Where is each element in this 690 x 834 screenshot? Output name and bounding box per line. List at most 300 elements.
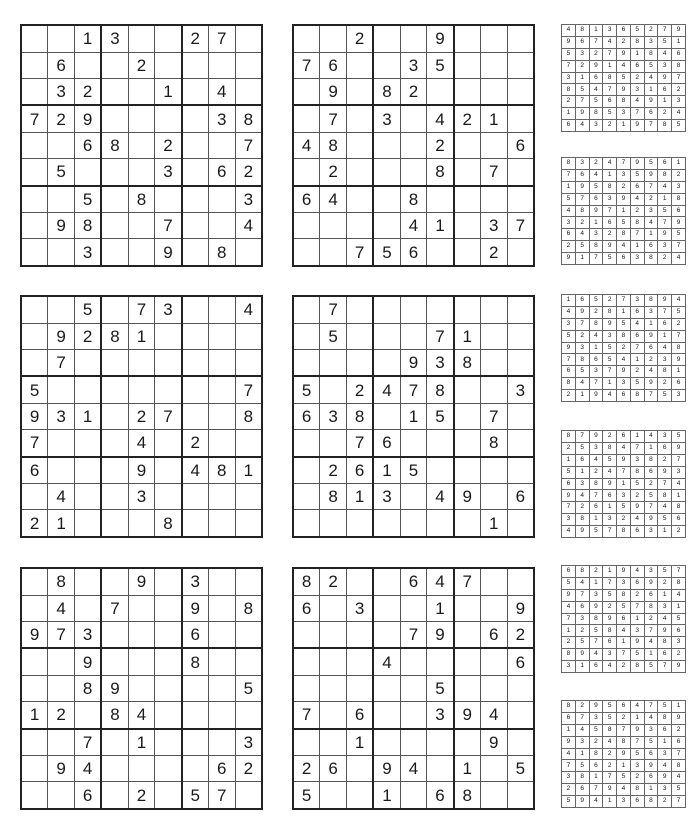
grid-cell: 1 — [617, 760, 631, 772]
grid-cell: 6 — [507, 132, 534, 158]
grid-row — [21, 213, 262, 239]
grid-row — [21, 702, 262, 729]
grid-cell — [427, 510, 454, 537]
grid-cell — [101, 756, 128, 782]
grid-cell: 3 — [507, 376, 534, 403]
grid-row — [21, 159, 262, 186]
grid-cell: 8 — [672, 577, 686, 589]
grid-cell: 1 — [630, 712, 644, 724]
grid-cell — [400, 25, 427, 52]
grid-row — [293, 621, 534, 648]
grid-cell — [507, 510, 534, 537]
grid-cell — [320, 702, 347, 729]
grid-cell: 2 — [672, 724, 686, 736]
grid-cell: 8 — [101, 132, 128, 158]
grid-cell — [21, 756, 48, 782]
grid-cell — [21, 186, 48, 213]
grid-cell: 3 — [630, 253, 644, 265]
grid-cell: 6 — [644, 466, 658, 478]
grid-cell — [373, 729, 400, 756]
grid-cell: 4 — [562, 25, 576, 37]
grid-cell — [208, 403, 235, 429]
grid-cell: 6 — [644, 772, 658, 784]
grid-cell: 8 — [589, 318, 603, 330]
grid-row — [293, 403, 534, 429]
grid-cell: 8 — [603, 442, 617, 454]
grid-cell: 7 — [644, 625, 658, 637]
grid-cell: 4 — [48, 484, 75, 510]
grid-cell: 4 — [617, 60, 631, 72]
grid-cell: 4 — [658, 760, 672, 772]
grid-cell: 8 — [575, 205, 589, 217]
grid-cell — [208, 484, 235, 510]
grid-cell: 7 — [589, 36, 603, 48]
grid-cell: 9 — [589, 390, 603, 402]
grid-cell: 6 — [48, 52, 75, 78]
grid-cell: 3 — [480, 213, 507, 239]
grid-cell — [320, 376, 347, 403]
grid-cell: 6 — [672, 514, 686, 526]
grid-cell: 2 — [658, 108, 672, 120]
grid-cell — [208, 675, 235, 701]
grid-cell — [507, 675, 534, 701]
grid-cell: 5 — [603, 701, 617, 713]
grid-cell: 9 — [658, 625, 672, 637]
grid-cell — [373, 702, 400, 729]
grid-cell: 7 — [293, 702, 320, 729]
grid-cell: 5 — [603, 354, 617, 366]
grid-cell — [155, 782, 182, 809]
grid-row — [293, 457, 534, 484]
grid-cell — [347, 621, 374, 648]
grid-cell — [373, 296, 400, 323]
grid-cell: 7 — [480, 403, 507, 429]
grid-cell: 1 — [454, 756, 481, 782]
grid-cell: 5 — [427, 675, 454, 701]
grid-cell — [454, 675, 481, 701]
grid-cell — [373, 159, 400, 186]
grid-cell: 4 — [575, 724, 589, 736]
grid-cell: 5 — [75, 296, 102, 323]
grid-cell: 7 — [101, 595, 128, 621]
grid-cell: 7 — [347, 239, 374, 266]
grid-cell: 4 — [575, 577, 589, 589]
grid-cell: 5 — [672, 613, 686, 625]
grid-cell: 9 — [603, 613, 617, 625]
grid-row — [21, 675, 262, 701]
grid-cell: 6 — [480, 621, 507, 648]
grid-row — [562, 158, 686, 170]
grid-cell: 3 — [589, 589, 603, 601]
grid-cell: 4 — [75, 756, 102, 782]
grid-cell: 9 — [427, 25, 454, 52]
grid-row — [21, 484, 262, 510]
grid-cell: 6 — [630, 306, 644, 318]
grid-cell — [182, 186, 209, 213]
grid-cell: 9 — [617, 48, 631, 60]
grid-cell: 4 — [603, 390, 617, 402]
grid-cell: 6 — [644, 342, 658, 354]
grid-cell — [21, 239, 48, 266]
grid-cell — [347, 105, 374, 132]
grid-cell: 2 — [48, 702, 75, 729]
grid-row — [21, 78, 262, 105]
grid-cell: 1 — [603, 60, 617, 72]
grid-cell: 7 — [208, 25, 235, 52]
grid-cell: 5 — [672, 120, 686, 132]
grid-cell — [347, 782, 374, 809]
grid-cell — [320, 621, 347, 648]
grid-cell: 7 — [347, 430, 374, 457]
grid-cell: 2 — [630, 772, 644, 784]
grid-cell — [320, 729, 347, 756]
grid-cell: 7 — [644, 120, 658, 132]
grid-cell: 6 — [644, 241, 658, 253]
grid-row — [562, 466, 686, 478]
grid-cell: 3 — [427, 702, 454, 729]
grid-cell: 1 — [672, 490, 686, 502]
grid-row — [293, 239, 534, 266]
grid-cell: 6 — [562, 120, 576, 132]
grid-cell: 1 — [589, 25, 603, 37]
grid-cell: 8 — [235, 403, 262, 429]
grid-cell: 4 — [658, 48, 672, 60]
grid-cell: 7 — [562, 60, 576, 72]
grid-cell: 7 — [562, 354, 576, 366]
grid-cell: 2 — [589, 566, 603, 578]
grid-cell: 3 — [235, 729, 262, 756]
grid-cell: 3 — [155, 159, 182, 186]
grid-cell: 8 — [575, 772, 589, 784]
grid-cell: 2 — [589, 466, 603, 478]
grid-row — [21, 782, 262, 809]
grid-row — [562, 712, 686, 724]
grid-cell: 3 — [630, 454, 644, 466]
grid-cell: 8 — [658, 366, 672, 378]
grid-cell: 1 — [575, 661, 589, 673]
grid-cell — [400, 702, 427, 729]
grid-row — [293, 52, 534, 78]
grid-cell — [373, 186, 400, 213]
grid-cell: 7 — [575, 712, 589, 724]
grid-row — [293, 186, 534, 213]
grid-cell: 9 — [644, 760, 658, 772]
grid-cell: 9 — [603, 318, 617, 330]
grid-cell: 7 — [603, 772, 617, 784]
grid-cell — [293, 239, 320, 266]
grid-cell: 1 — [644, 84, 658, 96]
grid-cell — [400, 595, 427, 621]
grid-cell: 1 — [672, 158, 686, 170]
grid-row — [562, 96, 686, 108]
grid-cell: 3 — [347, 595, 374, 621]
grid-cell: 5 — [373, 239, 400, 266]
grid-cell — [293, 213, 320, 239]
grid-cell: 2 — [562, 96, 576, 108]
grid-cell: 1 — [589, 217, 603, 229]
grid-cell: 9 — [507, 595, 534, 621]
grid-cell — [373, 510, 400, 537]
grid-cell: 6 — [400, 239, 427, 266]
grid-cell: 9 — [617, 566, 631, 578]
grid-cell — [182, 484, 209, 510]
grid-cell: 3 — [575, 158, 589, 170]
grid-cell: 3 — [575, 613, 589, 625]
grid-cell: 9 — [589, 701, 603, 713]
grid-cell: 7 — [235, 132, 262, 158]
grid-cell: 1 — [672, 366, 686, 378]
grid-row — [562, 354, 686, 366]
grid-cell — [320, 510, 347, 537]
grid-row — [562, 784, 686, 796]
grid-cell: 1 — [575, 253, 589, 265]
grid-cell — [235, 239, 262, 266]
grid-cell: 9 — [630, 120, 644, 132]
grid-cell: 4 — [128, 430, 155, 457]
grid-cell: 7 — [603, 205, 617, 217]
grid-cell: 6 — [617, 701, 631, 713]
grid-cell — [75, 510, 102, 537]
grid-cell: 5 — [575, 366, 589, 378]
grid-cell: 5 — [630, 378, 644, 390]
grid-row — [562, 490, 686, 502]
grid-cell: 3 — [427, 349, 454, 376]
grid-cell: 8 — [589, 613, 603, 625]
grid-cell: 6 — [603, 217, 617, 229]
grid-cell — [21, 52, 48, 78]
grid-row — [562, 796, 686, 808]
grid-cell — [507, 430, 534, 457]
grid-cell — [101, 213, 128, 239]
grid-cell — [400, 132, 427, 158]
grid-cell — [155, 105, 182, 132]
grid-cell: 1 — [454, 323, 481, 349]
grid-cell: 6 — [562, 229, 576, 241]
grid-cell — [48, 648, 75, 675]
grid-cell — [48, 186, 75, 213]
grid-cell: 2 — [589, 158, 603, 170]
grid-cell: 8 — [644, 253, 658, 265]
grid-cell — [182, 105, 209, 132]
grid-cell — [128, 78, 155, 105]
grid-cell: 8 — [630, 466, 644, 478]
grid-cell: 6 — [630, 330, 644, 342]
grid-row — [293, 323, 534, 349]
grid-cell: 2 — [672, 84, 686, 96]
answer-grid-3 — [561, 294, 686, 402]
grid-cell — [182, 675, 209, 701]
grid-cell: 1 — [589, 514, 603, 526]
grid-cell: 3 — [575, 48, 589, 60]
grid-cell: 4 — [48, 595, 75, 621]
grid-row — [562, 661, 686, 673]
grid-cell: 5 — [658, 514, 672, 526]
grid-cell: 4 — [617, 354, 631, 366]
grid-cell: 4 — [235, 296, 262, 323]
grid-cell — [454, 376, 481, 403]
grid-cell: 6 — [603, 96, 617, 108]
grid-cell: 2 — [658, 378, 672, 390]
grid-cell: 8 — [320, 484, 347, 510]
grid-cell: 2 — [235, 756, 262, 782]
grid-row — [562, 589, 686, 601]
grid-row — [562, 366, 686, 378]
grid-cell: 6 — [320, 52, 347, 78]
grid-cell: 5 — [21, 376, 48, 403]
grid-cell — [507, 296, 534, 323]
grid-cell: 6 — [630, 796, 644, 808]
grid-row — [562, 378, 686, 390]
grid-cell: 9 — [48, 756, 75, 782]
grid-cell: 9 — [617, 84, 631, 96]
grid-cell — [101, 239, 128, 266]
grid-cell — [182, 52, 209, 78]
grid-cell: 9 — [562, 253, 576, 265]
grid-row — [21, 239, 262, 266]
grid-cell: 7 — [644, 701, 658, 713]
grid-cell: 6 — [507, 648, 534, 675]
grid-cell — [155, 25, 182, 52]
grid-cell: 7 — [617, 158, 631, 170]
grid-cell: 6 — [617, 613, 631, 625]
grid-cell: 5 — [603, 589, 617, 601]
grid-cell: 8 — [562, 649, 576, 661]
grid-cell: 1 — [658, 526, 672, 538]
grid-cell: 2 — [182, 430, 209, 457]
grid-cell: 8 — [617, 330, 631, 342]
grid-cell — [128, 621, 155, 648]
grid-cell — [454, 25, 481, 52]
grid-cell: 4 — [400, 213, 427, 239]
grid-cell: 5 — [320, 323, 347, 349]
grid-cell: 1 — [630, 613, 644, 625]
grid-cell — [48, 25, 75, 52]
grid-cell: 5 — [575, 241, 589, 253]
grid-cell: 2 — [21, 510, 48, 537]
grid-cell: 7 — [658, 478, 672, 490]
grid-cell: 7 — [480, 159, 507, 186]
grid-cell: 5 — [658, 390, 672, 402]
grid-row — [562, 48, 686, 60]
grid-row — [293, 159, 534, 186]
grid-cell — [75, 484, 102, 510]
grid-cell — [320, 25, 347, 52]
grid-cell: 1 — [617, 637, 631, 649]
grid-cell: 4 — [603, 466, 617, 478]
grid-cell — [507, 782, 534, 809]
grid-cell — [182, 376, 209, 403]
grid-cell: 3 — [658, 431, 672, 443]
grid-cell: 6 — [320, 756, 347, 782]
grid-cell — [128, 510, 155, 537]
grid-cell: 8 — [617, 526, 631, 538]
grid-cell: 8 — [454, 349, 481, 376]
grid-cell: 1 — [630, 241, 644, 253]
grid-cell: 3 — [658, 601, 672, 613]
grid-cell — [320, 349, 347, 376]
grid-cell: 8 — [75, 213, 102, 239]
grid-cell: 1 — [603, 502, 617, 514]
grid-row — [562, 181, 686, 193]
grid-cell: 9 — [320, 78, 347, 105]
grid-cell: 6 — [630, 181, 644, 193]
grid-cell — [347, 756, 374, 782]
grid-cell: 4 — [603, 736, 617, 748]
grid-cell: 5 — [603, 342, 617, 354]
grid-cell: 2 — [672, 649, 686, 661]
grid-row — [562, 193, 686, 205]
grid-cell — [21, 782, 48, 809]
grid-cell — [182, 132, 209, 158]
grid-cell: 6 — [630, 577, 644, 589]
grid-row — [562, 217, 686, 229]
grid-cell: 7 — [589, 784, 603, 796]
grid-cell: 7 — [672, 330, 686, 342]
grid-cell: 7 — [21, 105, 48, 132]
grid-cell: 8 — [630, 390, 644, 402]
grid-cell: 3 — [48, 78, 75, 105]
grid-cell — [182, 702, 209, 729]
grid-cell — [235, 648, 262, 675]
grid-cell: 3 — [644, 36, 658, 48]
grid-cell — [208, 323, 235, 349]
grid-cell — [128, 25, 155, 52]
grid-cell — [101, 510, 128, 537]
grid-cell: 2 — [672, 526, 686, 538]
grid-cell: 7 — [575, 96, 589, 108]
grid-cell: 6 — [658, 84, 672, 96]
grid-cell: 5 — [630, 169, 644, 181]
grid-cell — [155, 729, 182, 756]
grid-cell: 1 — [658, 193, 672, 205]
grid-cell — [182, 239, 209, 266]
grid-cell: 2 — [617, 181, 631, 193]
grid-row — [562, 60, 686, 72]
grid-cell: 3 — [617, 796, 631, 808]
grid-cell — [373, 403, 400, 429]
grid-cell: 7 — [427, 323, 454, 349]
grid-cell: 2 — [630, 366, 644, 378]
grid-cell: 8 — [208, 239, 235, 266]
grid-cell — [454, 729, 481, 756]
grid-cell: 6 — [658, 724, 672, 736]
grid-cell — [454, 296, 481, 323]
grid-cell: 9 — [155, 239, 182, 266]
grid-cell — [48, 430, 75, 457]
grid-cell: 8 — [603, 306, 617, 318]
grid-cell — [373, 595, 400, 621]
grid-cell: 6 — [589, 760, 603, 772]
grid-cell: 6 — [293, 186, 320, 213]
grid-cell: 4 — [562, 748, 576, 760]
grid-cell — [75, 702, 102, 729]
grid-cell — [208, 132, 235, 158]
grid-cell: 6 — [575, 36, 589, 48]
grid-cell: 2 — [293, 756, 320, 782]
grid-cell: 7 — [672, 72, 686, 84]
grid-cell: 1 — [658, 589, 672, 601]
grid-cell: 9 — [562, 36, 576, 48]
grid-cell — [293, 349, 320, 376]
grid-cell: 6 — [562, 566, 576, 578]
grid-cell: 4 — [293, 132, 320, 158]
grid-cell: 6 — [427, 782, 454, 809]
grid-cell — [480, 25, 507, 52]
grid-cell: 8 — [644, 48, 658, 60]
grid-cell — [454, 430, 481, 457]
grid-cell — [480, 756, 507, 782]
grid-cell — [155, 323, 182, 349]
